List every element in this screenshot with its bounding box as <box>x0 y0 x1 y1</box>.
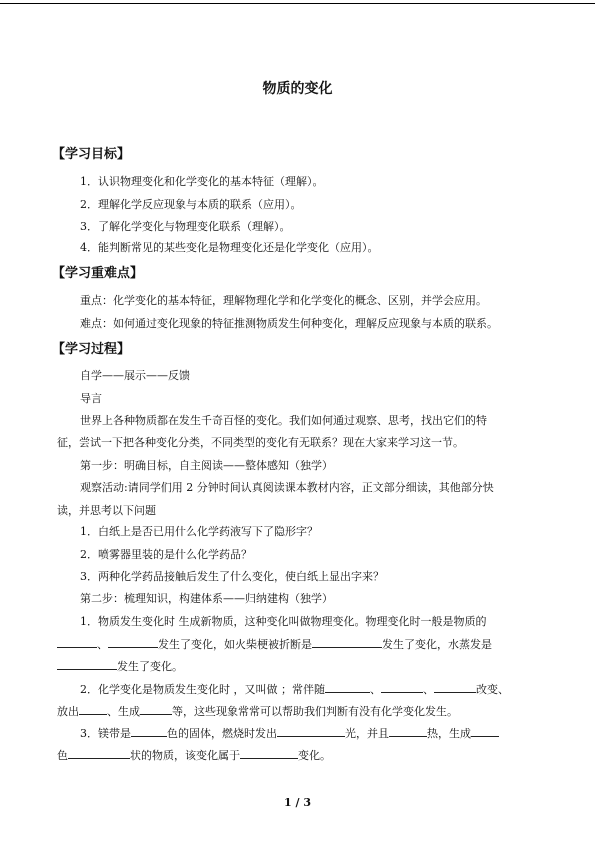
fill-blank[interactable] <box>131 725 167 737</box>
section-heading-key-points: 【学习重难点】 <box>52 266 144 281</box>
goal-item: 3．了解化学变化与物理变化联系（理解）。 <box>80 220 291 233</box>
top-rule <box>0 3 595 4</box>
step1-heading: 第一步：明确目标，自主阅读——整体感知（独学） <box>80 459 333 472</box>
goal-item: 4．能判断常见的某些变化是物理变化还是化学变化（应用）。 <box>80 241 379 254</box>
intro-text-line: 征，尝试一下把各种变化分类，不同类型的变化有无联系？现在大家来学习这一节。 <box>57 436 464 449</box>
section-heading-goals: 【学习目标】 <box>52 147 131 162</box>
fill-item-1-line2: 、 发生了变化，如火柴梗被折断是 发生了变化，水蒸发是 <box>57 636 492 653</box>
step2-heading: 第二步：梳理知识，构建体系——归纳建构（独学） <box>80 592 333 605</box>
fill-blank[interactable] <box>312 636 382 648</box>
section-heading-process: 【学习过程】 <box>52 342 131 357</box>
key-point-focus: 重点：化学变化的基本特征，理解物理化学和化学变化的概念、区别，并学会应用。 <box>80 294 487 307</box>
fill-blank[interactable] <box>108 636 158 648</box>
fill-item-2-line2: 放出 、生成 等，这些现象常常可以帮助我们判断有没有化学变化发生。 <box>57 705 458 718</box>
fill-blank[interactable] <box>471 725 499 737</box>
fill-item-1-line3: 发生了变化。 <box>57 658 183 675</box>
observe-text-line: 读，并思考以下问题 <box>57 504 156 517</box>
fill-item-3-line2: 色 状的物质，该变化属于 变化。 <box>57 749 331 762</box>
fill-blank[interactable] <box>140 703 172 715</box>
fill-item-3: 3．镁带是 色的固体，燃烧时发出 光，并且 热，生成 <box>80 725 499 742</box>
fill-blank[interactable] <box>68 747 130 759</box>
fill-blank[interactable] <box>434 681 476 693</box>
fill-blank[interactable] <box>389 725 427 737</box>
question-item: 1．白纸上是否已用什么化学药液写下了隐形字？ <box>80 525 318 538</box>
fill-blank[interactable] <box>325 681 370 693</box>
intro-label: 导言 <box>80 392 102 405</box>
process-method: 自学——展示——反馈 <box>80 369 190 382</box>
question-item: 2．喷雾器里装的是什么化学药品？ <box>80 548 252 561</box>
fill-blank[interactable] <box>79 703 107 715</box>
question-item: 3．两种化学药品接触后发生了什么变化，使白纸上显出字来？ <box>80 570 384 583</box>
observe-text-line: 观察活动:请同学们用 2 分钟时间认真阅读课本教材内容，正文部分细读，其他部分快 <box>80 481 494 494</box>
fill-item-2: 2．化学变化是物质发生变化时 ，又叫做 ；常伴随 、 、 改变、 <box>80 683 509 696</box>
fill-blank[interactable] <box>57 658 117 670</box>
key-point-difficulty: 难点：如何通过变化现象的特征推测物质发生何种变化，理解反应现象与本质的联系。 <box>80 317 498 330</box>
goal-item: 1．认识物理变化和化学变化的基本特征（理解）。 <box>80 175 324 188</box>
fill-blank[interactable] <box>381 681 423 693</box>
fill-blank[interactable] <box>240 747 298 759</box>
fill-blank[interactable] <box>57 636 97 648</box>
intro-text-line: 世界上各种物质都在发生千奇百怪的变化。我们如何通过观察、思考，找出它们的特 <box>80 414 487 427</box>
page-number: 1 / 3 <box>284 796 311 809</box>
page-title: 物质的变化 <box>262 81 333 97</box>
fill-blank[interactable] <box>277 725 345 737</box>
fill-item-1: 1．物质发生变化时 生成新物质，这种变化叫做物理变化。物理变化时一般是物质的 <box>80 615 487 628</box>
goal-item: 2．理解化学反应现象与本质的联系（应用）。 <box>80 198 302 211</box>
